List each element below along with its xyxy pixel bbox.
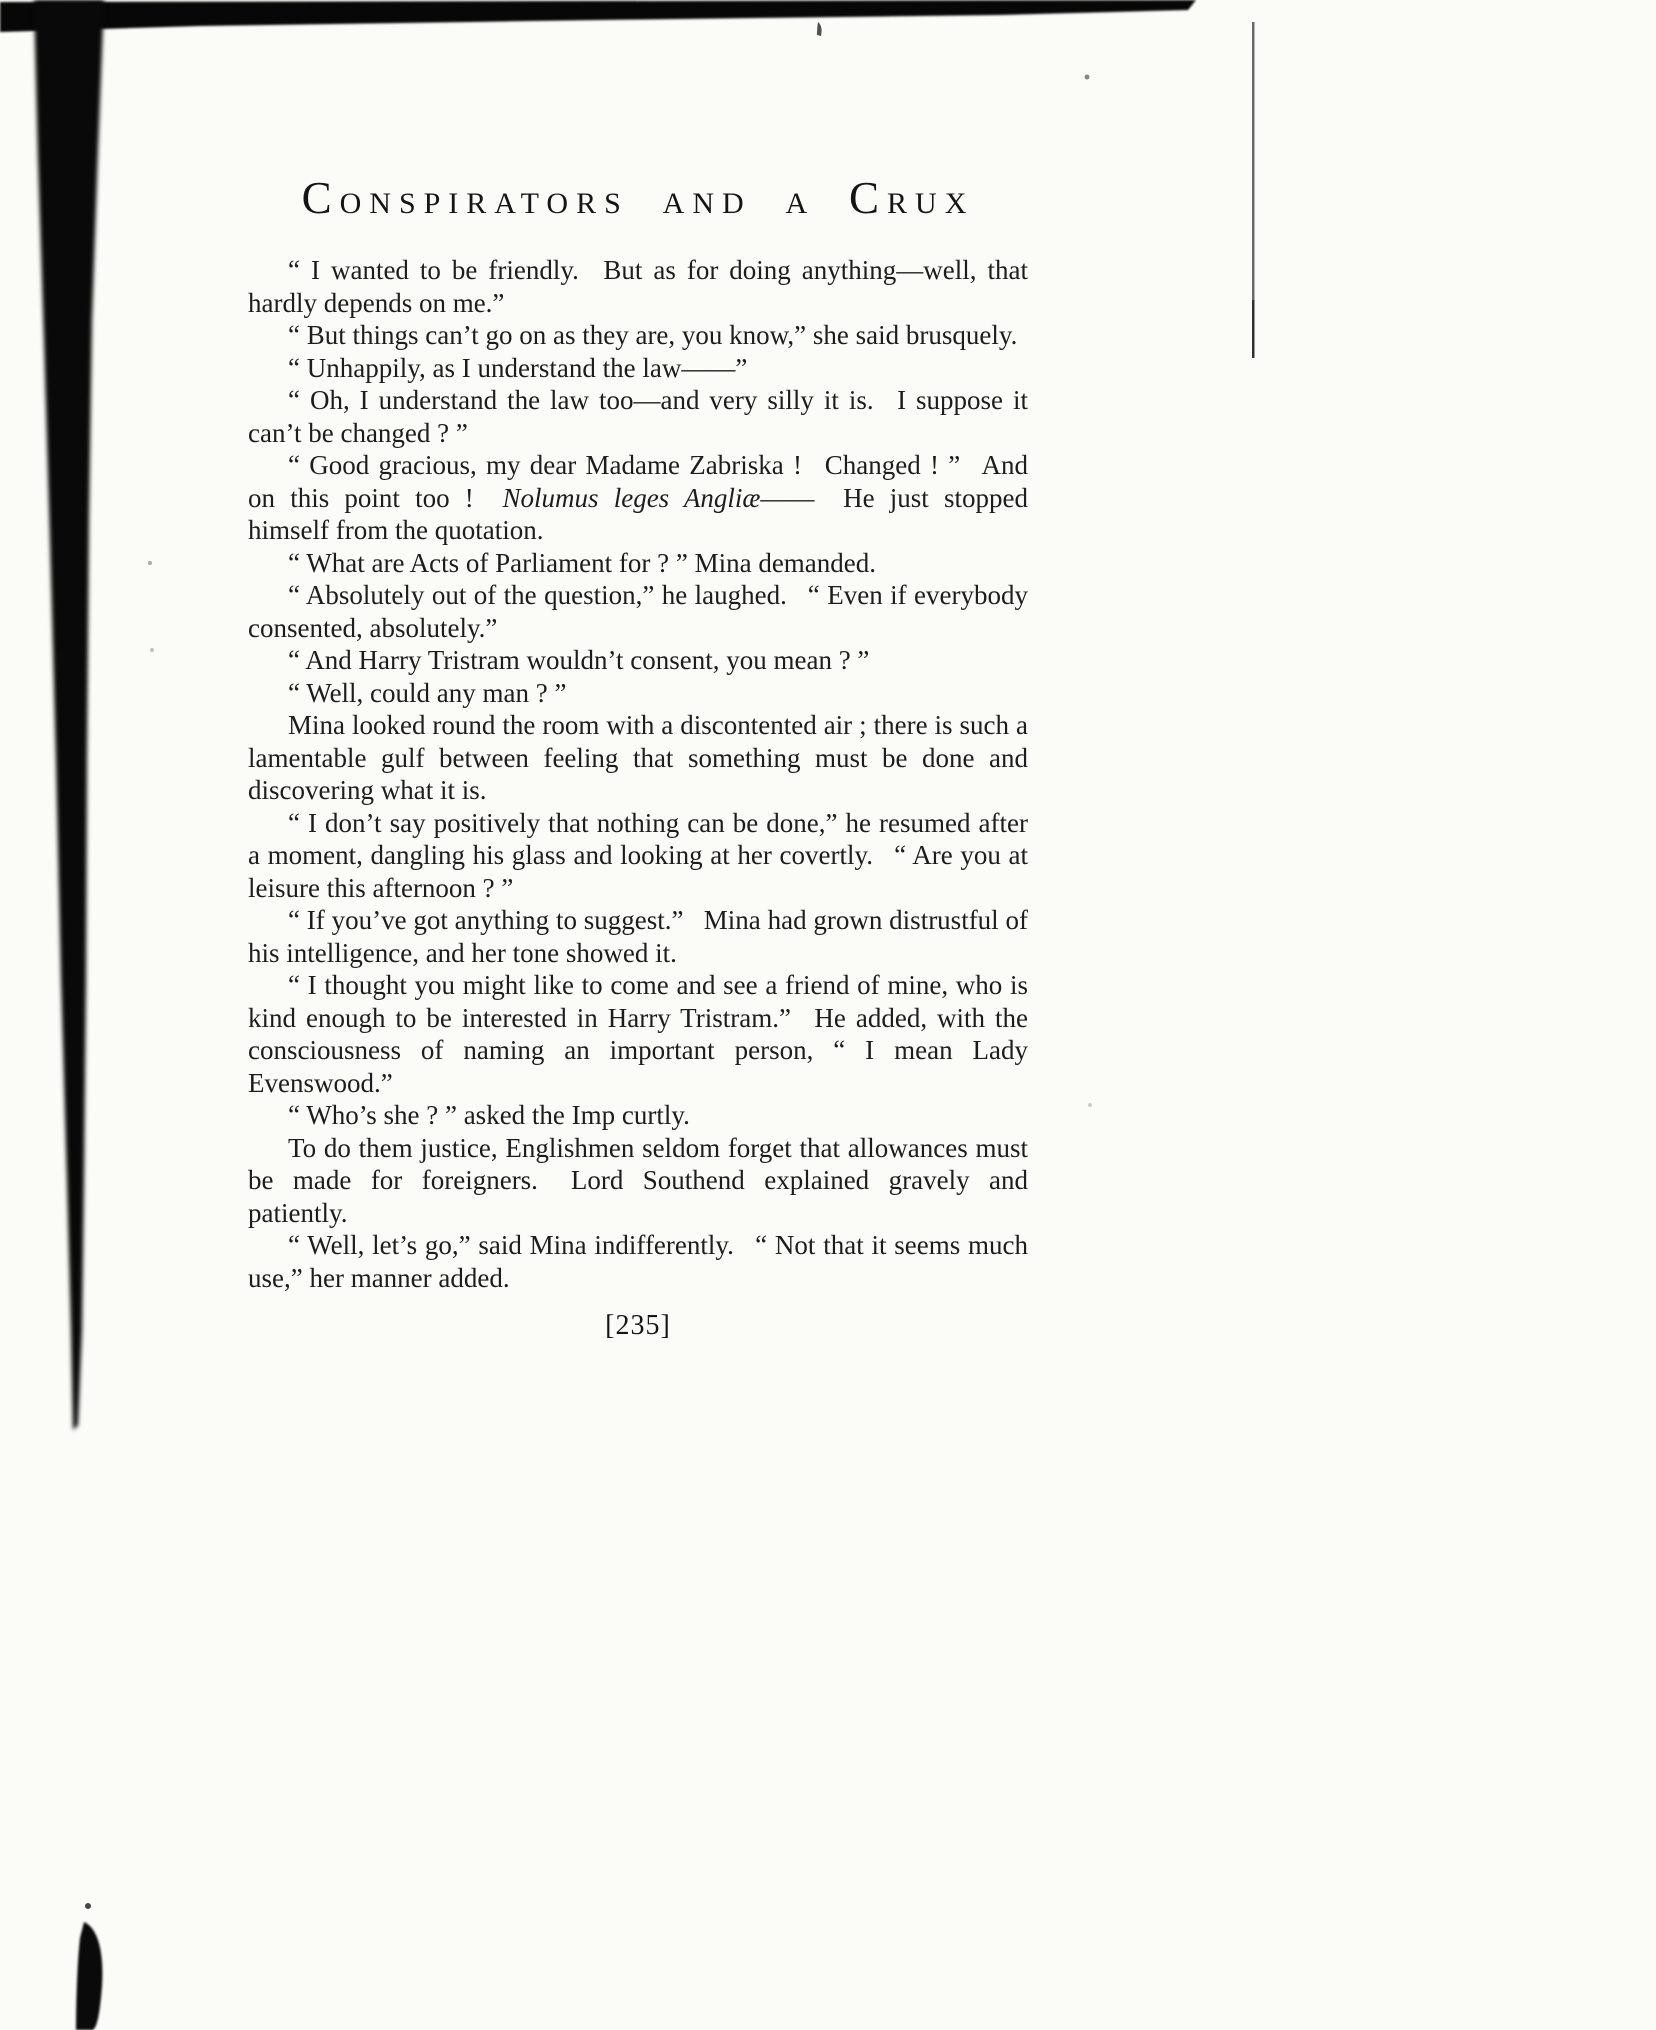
- scan-right-edge-dash: [1252, 300, 1255, 358]
- paragraph-run: “ Well, could any man ? ”: [288, 677, 567, 708]
- header-text: AND: [662, 187, 752, 220]
- paragraph: [248, 807, 1028, 905]
- paragraph: [248, 1132, 1028, 1230]
- scan-speck: [150, 648, 154, 652]
- scan-speck: [85, 1903, 91, 1909]
- paragraph-run-italic: Nolumus leges Angliæ: [502, 482, 761, 513]
- paragraph-run: “ If you’ve got anything to suggest.” Mina had grown distrustful of his intelligence, and her tone showed it.: [248, 905, 1028, 968]
- paragraph-run: “ But things can’t go on as they are, you know,” she said brusquely.: [288, 320, 1018, 350]
- paragraph: [248, 319, 1028, 352]
- paragraph-run: —— He just stopped himself from the quotation.: [248, 482, 1028, 545]
- paragraph-run: “ Who’s she ? ” asked the Imp curtly.: [288, 1100, 690, 1130]
- paragraph-run: Mina looked round the room with a discontented air ; there is such a lamentable gulf between feeling that something must be done and discovering what it is.: [248, 710, 1028, 805]
- paragraph-run: To do them justice, Englishmen seldom forget that allowances must be made for foreigners. Lord Southend explained gravely and patiently.: [248, 1132, 1028, 1228]
- paragraph-run: “ And Harry Tristram wouldn’t consent, you mean ? ”: [288, 645, 870, 675]
- paragraph-run: “ I wanted to be friendly. But as for doing anything—well, that hardly depends on me.”: [248, 255, 1028, 318]
- paragraph: [248, 1229, 1028, 1294]
- scan-speck: [817, 22, 822, 36]
- paragraph: [248, 644, 1028, 677]
- paragraph: [248, 449, 1028, 547]
- paragraph-run: “ Well, let’s go,” said Mina indifferently. “ Not that it seems much use,” her manner added.: [248, 1230, 1028, 1293]
- header-text: ONSPIRATORS: [339, 187, 629, 220]
- paragraph-run: “ Oh, I understand the law too—and very silly it is. I suppose it can’t be changed ? ”: [248, 385, 1028, 448]
- paragraph-run: “ I thought you might like to come and see a friend of mine, who is kind enough to be interested in Harry Tristram.” He added, with the consciousness of naming an important person, “ I mean Lady Evenswood.”: [248, 970, 1028, 1098]
- scan-speck: [1088, 1103, 1092, 1107]
- paragraph: [248, 1099, 1028, 1132]
- paragraphs: [248, 254, 1028, 1294]
- chapter-header: [248, 172, 1028, 224]
- page-number: [235]: [605, 1310, 671, 1341]
- paragraph: [248, 547, 1028, 580]
- paragraph-run: “ Unhappily, as I understand the law——”: [288, 352, 748, 383]
- header-text: A: [785, 187, 814, 220]
- paragraph: [248, 384, 1028, 449]
- paragraph: [248, 904, 1028, 969]
- paragraph: [248, 677, 1028, 710]
- scan-top-bar: [0, 0, 1196, 32]
- page-content: [248, 172, 1028, 1342]
- scan-right-edge-line: [1252, 22, 1255, 358]
- paragraph: [248, 709, 1028, 807]
- paragraph: [248, 352, 1028, 385]
- scan-speck: [1085, 75, 1090, 80]
- scan-speck: [148, 561, 152, 565]
- paragraph-run: “ What are Acts of Parliament for ? ” Mina demanded.: [288, 547, 877, 578]
- paragraph: [248, 254, 1028, 319]
- header-initial: C: [301, 173, 340, 223]
- scan-left-smudge: [34, 0, 104, 1430]
- paragraph-run: “ Absolutely out of the question,” he laughed. “ Even if everybody consented, absolutely.”: [248, 580, 1028, 643]
- paragraph-run: “ Good gracious, my dear Madame Zabriska ! Changed ! ” And on this point too !: [248, 450, 1028, 513]
- paragraph: [248, 579, 1028, 644]
- paragraph-run: “ I don’t say positively that nothing can be done,” he resumed after a moment, dangling his glass and looking at her covertly. “ Are you at leisure this afternoon ? ”: [248, 807, 1028, 903]
- scan-bottom-blob: [76, 1922, 102, 2030]
- header-text: RUX: [887, 187, 975, 220]
- header-initial: C: [849, 173, 888, 223]
- paragraph: [248, 969, 1028, 1099]
